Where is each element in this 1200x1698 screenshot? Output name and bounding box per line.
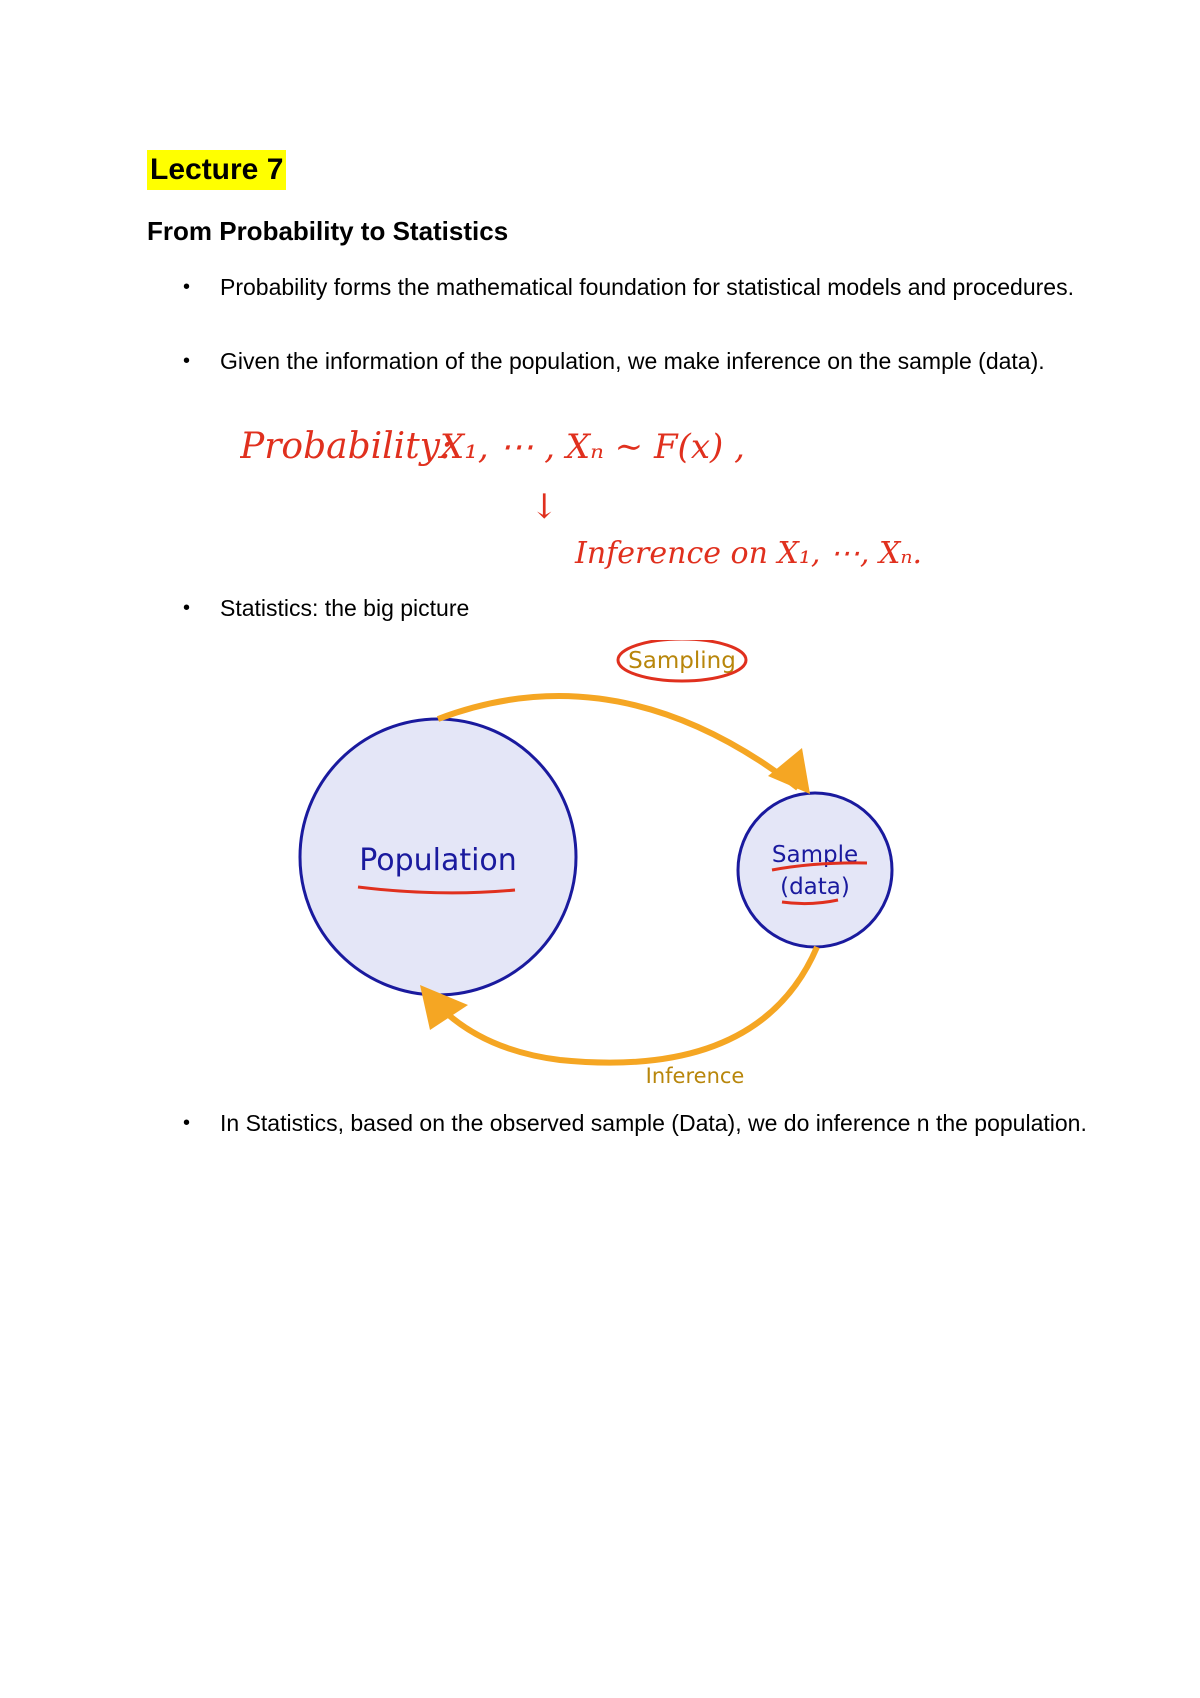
bullet-text: Given the information of the population, we make inference on the sample (data). — [220, 348, 1045, 374]
bullet-icon: • — [183, 597, 191, 619]
bullet-text: Statistics: the big picture — [220, 595, 470, 621]
sampling-arrowhead-icon — [768, 748, 810, 794]
bullet-text: Probability forms the mathematical foundation for statistical models and procedures. — [220, 274, 1074, 300]
statistics-diagram — [290, 640, 930, 1095]
population-label: Population — [359, 843, 517, 878]
sample-circle — [738, 793, 892, 947]
handwritten-note — [240, 418, 940, 593]
inference-label: Inference — [645, 1064, 745, 1088]
bullet-icon: • — [183, 350, 191, 372]
sample-data-label: (data) — [780, 874, 850, 900]
bullet-icon: • — [183, 276, 191, 298]
handwritten-distribution-expr: X₁, ⋯ , Xₙ ∼ F(x) , — [440, 427, 745, 467]
lecture-title: Lecture 7 — [147, 150, 286, 190]
handwritten-arrow-icon: ↓ — [530, 487, 559, 527]
section-heading: From Probability to Statistics — [147, 216, 509, 246]
handwritten-inference-line: Inference on X₁, ⋯, Xₙ. — [575, 536, 923, 571]
sample-label: Sample — [771, 842, 859, 868]
bullet-text: In Statistics, based on the observed sample (Data), we do inference n the population. — [220, 1110, 1087, 1136]
bullet-icon: • — [183, 1112, 191, 1134]
handwritten-probability-label: Probability: — [240, 426, 453, 467]
sampling-label: Sampling — [628, 648, 736, 674]
